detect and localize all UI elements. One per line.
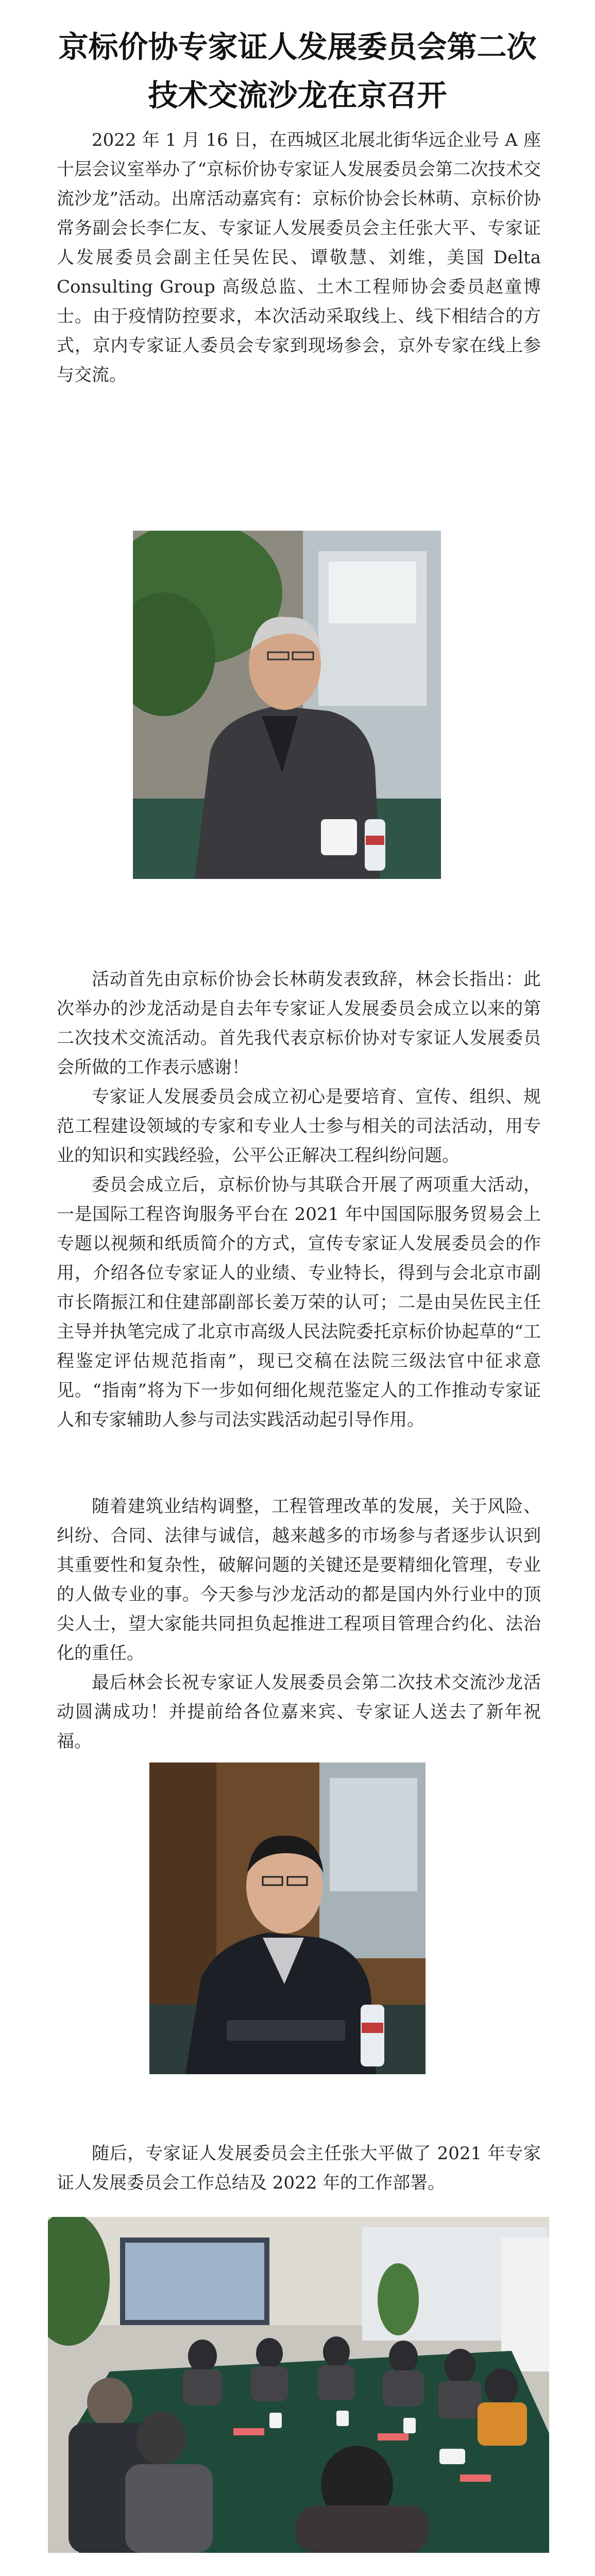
photo-meeting-image xyxy=(48,2217,549,2553)
paragraph-activities: 委员会成立后，京标价协与其联合开展了两项重大活动，一是国际工程咨询服务平台在 2021 年中国国际服务贸易会上专题以视频和纸质简介的方式，宣传专家证人发展委员会的作用，介绍各位专家证人的业绩、专业特长，得到与会北京市副市长隋振江和住建部副部长姜万荣的认可；二是由吴佐民主任主导并执笔完成了北京市高级人民法院委托京标价协起草的“工程鉴定评估规范指南”，现已交稿在法院三级法官中征求意见。“指南”将为下一步如何细化规范鉴定人的工作推动专家证人和专家辅助人参与司法实践活动起引导作用。 xyxy=(57,1175,541,1430)
photo-speaker-1 xyxy=(133,531,441,879)
paragraph-intro: 2022 年 1 月 16 日，在西城区北展北街华远企业号 A 座十层会议室举办了“京标价协专家证人发展委员会第二次技术交流沙龙”活动。出席活动嘉宾有：京标价协会长林萌、京标价协常务副会长李仁友、专家证人发展委员会主任张大平、专家证人发展委员会副主任吴佐民、谭敬慧、刘维，美国 Delta Consulting Group 高级总监、土木工程师协会委员赵童博士。由于疫情防控要求，本次活动采取线上、线下相结合的方式，京内专家证人委员会专家到现场参会，京外专家在线上参与交流。 xyxy=(57,130,541,385)
photo-speaker-1-image xyxy=(133,531,441,879)
photo-meeting xyxy=(48,2217,549,2553)
article-title xyxy=(0,23,595,120)
photo-speaker-2-image xyxy=(149,1762,426,2074)
paragraph-industry-development: 随着建筑业结构调整，工程管理改革的发展，关于风险、纠纷、合同、法律与诚信，越来越多的市场参与者逐步认识到其重要性和复杂性，破解问题的关键还是要精细化管理，专业的人做专业的事。今天参与沙龙活动的都是国内外行业中的顶尖人士，望大家能共同担负起推进工程项目管理合约化、法治化的重任。 xyxy=(57,1496,541,1664)
paragraph-opening-speech: 活动首先由京标价协会长林萌发表致辞，林会长指出：此次举办的沙龙活动是自去年专家证人发展委员会成立以来的第二次技术交流活动。首先我代表京标价协对专家证人发展委员会所做的工作表示感谢！ xyxy=(57,969,541,1078)
title-line-1: 京标价协专家证人发展委员会第二次 xyxy=(58,29,537,64)
paragraph-closing-wishes: 最后林会长祝专家证人发展委员会第二次技术交流沙龙活动圆满成功！并提前给各位嘉来宾、专家证人送去了新年祝福。 xyxy=(57,1672,541,1752)
paragraph-committee-purpose: 专家证人发展委员会成立初心是要培育、宣传、组织、规范工程建设领域的专家和专业人士参与相关的司法活动，用专业的知识和实践经验，公平公正解决工程纠纷问题。 xyxy=(57,1087,541,1166)
paragraph-work-summary: 随后，专家证人发展委员会主任张大平做了 2021 年专家证人发展委员会工作总结及 2022 年的工作部署。 xyxy=(57,2143,541,2193)
photo-speaker-2 xyxy=(149,1762,426,2074)
title-line-2: 技术交流沙龙在京召开 xyxy=(148,78,447,113)
